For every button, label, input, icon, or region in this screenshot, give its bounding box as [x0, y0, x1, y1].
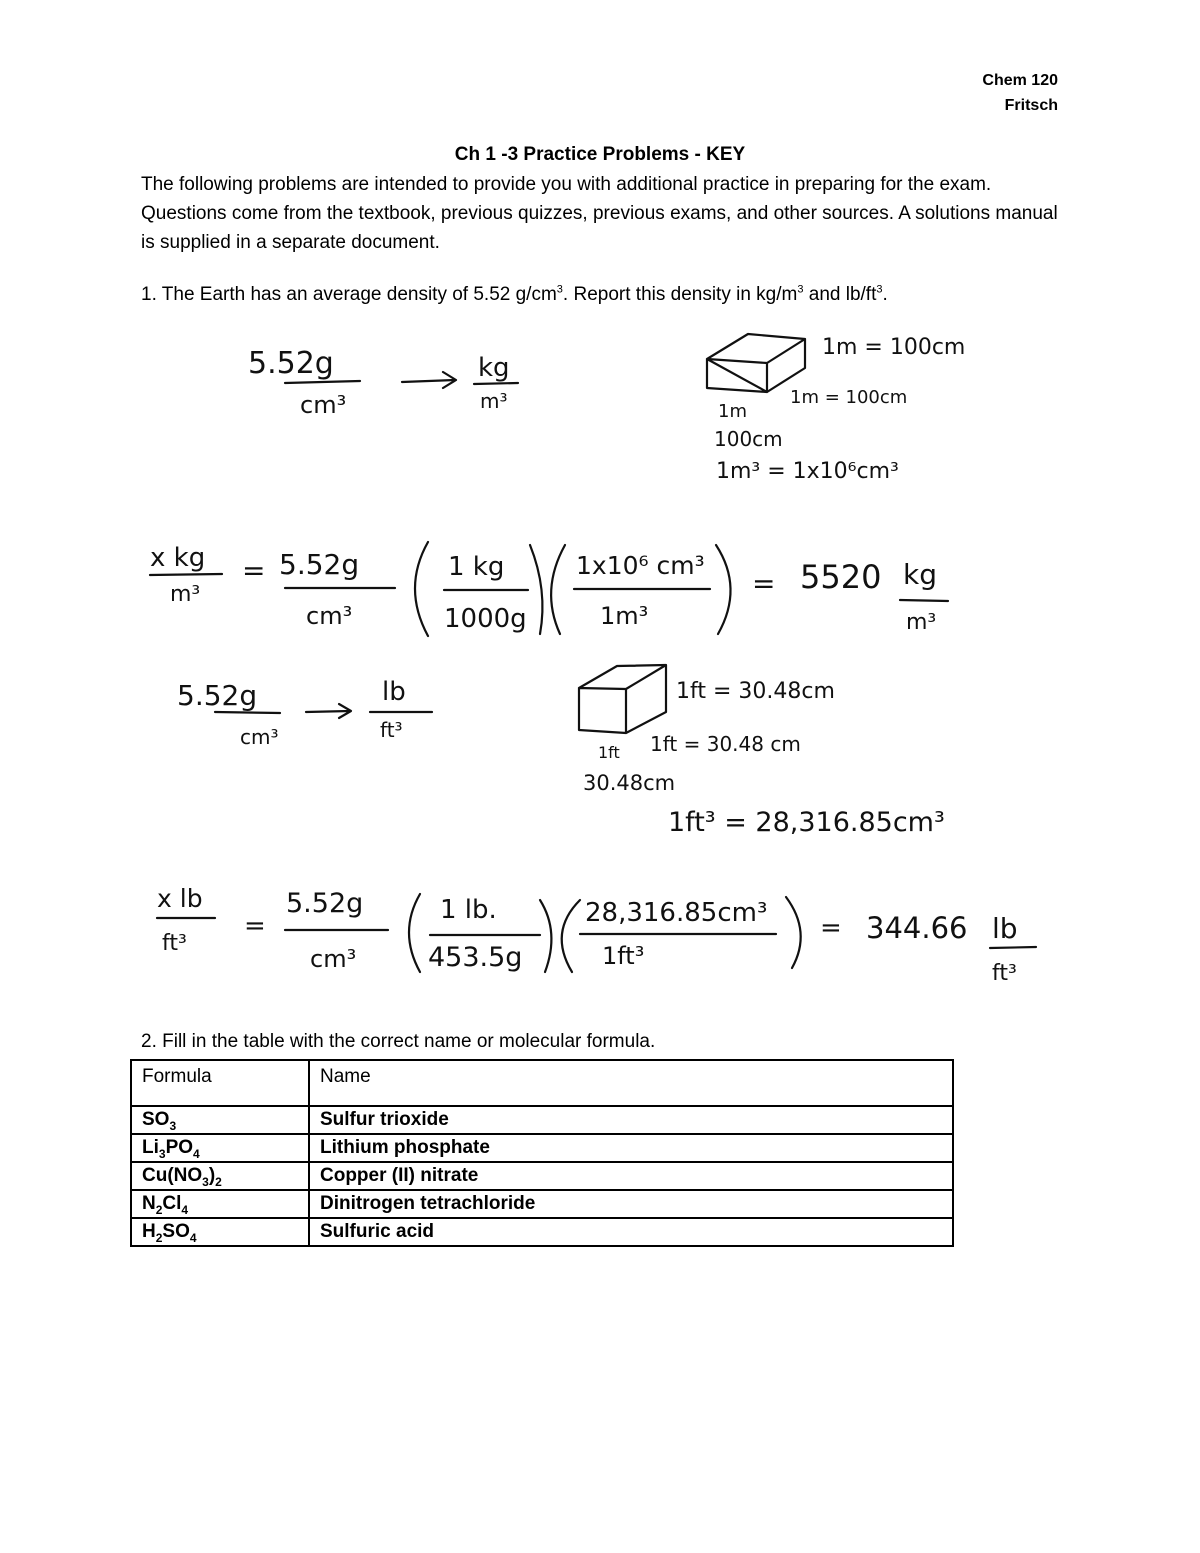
formula-cell: $H_2SO_4$: [131, 1218, 309, 1246]
eq1-numerator: 5.52g: [279, 548, 360, 581]
formula-cell: $SO_3$: [131, 1106, 309, 1134]
name-cell: Dinitrogen tetrachloride: [309, 1190, 953, 1218]
eq2-denominator: cm³: [310, 945, 357, 973]
eq1-lhs-denominator: m³: [170, 582, 201, 607]
table-row: [131, 1162, 953, 1190]
cube-2-top-label: 1ft = 30.48cm: [676, 679, 835, 704]
eq1-lhs-bar: [150, 574, 222, 575]
table-row: [131, 1190, 953, 1218]
q1-prefix: 1. The Earth has an average density of 5.52 g/cm: [141, 284, 557, 305]
eq2-factor1-numerator: 1 lb.: [440, 895, 497, 925]
name-cell: Sulfur trioxide: [309, 1106, 953, 1134]
eq1-equals: =: [242, 554, 266, 587]
cube-2-cm-label: 30.48cm: [583, 771, 676, 795]
eq1-answer: 5520: [800, 558, 882, 596]
eq2-paren-open: [409, 894, 420, 972]
formula-cell: $Li_3PO_4$: [131, 1134, 309, 1162]
eq2-equals-2: =: [820, 913, 842, 943]
a-denominator: cm³: [300, 391, 347, 419]
cube-2-right-label: 1ft = 30.48 cm: [650, 732, 801, 756]
a-target-denominator: m³: [480, 389, 508, 413]
eq1-factor1-numerator: 1 kg: [448, 552, 505, 582]
q1-exp-1: 3: [556, 283, 563, 296]
eq2-answer-denominator: ft³: [992, 961, 1017, 986]
eq1-factor2-numerator: 1x10⁶ cm³: [576, 551, 705, 580]
conversion-a-setup: [248, 346, 518, 419]
eq1-factor1-denominator: 1000g: [444, 604, 527, 634]
cube-2-drawing: [579, 665, 666, 733]
header-name: Name: [309, 1060, 953, 1106]
eq2-paren-mid: [540, 900, 580, 972]
eq1-answer-bar: [900, 600, 948, 601]
question-2: 2. Fill in the table with the correct name or molecular formula.: [141, 1031, 656, 1052]
conversion-b-setup: [177, 677, 432, 749]
formula-table: [130, 1059, 954, 1247]
equation-1: [150, 542, 948, 636]
name-cell: Lithium phosphate: [309, 1134, 953, 1162]
name-cell: Sulfuric acid: [309, 1218, 953, 1246]
q1-exp-2: 3: [797, 283, 804, 296]
table-row: [131, 1134, 953, 1162]
cube-2-result: 1ft³ = 28,316.85cm³: [668, 807, 945, 838]
instructor-name: Fritsch: [1004, 97, 1058, 114]
b-target-numerator: lb: [382, 677, 406, 707]
cube-2: [579, 665, 945, 838]
equation-2: [157, 884, 1036, 986]
b-target-denominator: ft³: [380, 718, 403, 742]
a-numerator: 5.52g: [248, 346, 334, 381]
a-target-bar: [474, 383, 518, 384]
eq2-answer: 344.66: [866, 911, 968, 945]
eq2-paren-close: [786, 897, 801, 968]
eq2-factor2-denominator: 1ft³: [602, 942, 645, 970]
eq2-lhs-numerator: x lb: [157, 884, 203, 913]
a-target-numerator: kg: [478, 353, 510, 383]
eq2-answer-numerator: lb: [992, 912, 1018, 945]
eq1-denominator: cm³: [306, 602, 353, 630]
b-numerator: 5.52g: [177, 679, 258, 712]
table-row: [131, 1218, 953, 1246]
table-header-row: [131, 1060, 953, 1106]
cube-1-bottom-label: 1m: [718, 401, 747, 422]
cube-2-bottom-label: 1ft: [598, 743, 620, 762]
course-label: Chem 120: [982, 72, 1058, 89]
cube-1: [707, 334, 965, 484]
q1-end: .: [882, 284, 888, 305]
eq1-equals-2: =: [752, 567, 776, 600]
eq1-answer-denominator: m³: [906, 610, 937, 635]
table-row: [131, 1106, 953, 1134]
q1-and: and lb/ft: [803, 284, 877, 305]
cube-1-drawing: [707, 334, 805, 392]
b-denominator: cm³: [240, 725, 279, 749]
name-cell: Copper (II) nitrate: [309, 1162, 953, 1190]
eq2-equals: =: [244, 911, 266, 941]
eq2-factor1-denominator: 453.5g: [428, 942, 523, 973]
a-arrow: [402, 372, 456, 388]
eq2-numerator: 5.52g: [286, 888, 364, 919]
formula-cell: $Cu(NO_3)_2$: [131, 1162, 309, 1190]
eq2-answer-bar: [990, 947, 1036, 948]
cube-1-top-label: 1m = 100cm: [822, 335, 966, 360]
a-fraction-bar: [285, 381, 360, 383]
q1-exp-3: 3: [876, 283, 883, 296]
cube-1-right-label: 1m = 100cm: [790, 387, 908, 408]
eq1-paren-close: [716, 545, 731, 634]
eq1-paren-open: [415, 542, 428, 636]
eq1-answer-numerator: kg: [903, 558, 937, 591]
b-fraction-bar: [215, 712, 280, 713]
formula-cell: $N_2Cl_4$: [131, 1190, 309, 1218]
page-title: Ch 1 -3 Practice Problems - KEY: [454, 144, 746, 165]
header-formula: Formula: [131, 1060, 309, 1106]
cube-1-cm-label: 100cm: [714, 427, 783, 451]
eq1-paren-mid: [530, 545, 565, 634]
cube-1-result: 1m³ = 1x10⁶cm³: [716, 459, 899, 484]
eq1-lhs-numerator: x kg: [150, 543, 206, 573]
q1-mid: . Report this density in kg/m: [562, 284, 798, 305]
b-arrow: [306, 704, 351, 718]
eq1-factor2-denominator: 1m³: [600, 602, 649, 630]
intro-paragraph: The following problems are intended to provide you with additional practice in preparing for the exam. Questions come from the textbook, previous quizzes, previous exams, and other sources. A solutions manual is supplied in a separate document.: [141, 174, 1058, 253]
eq2-factor2-numerator: 28,316.85cm³: [585, 898, 768, 928]
eq2-lhs-denominator: ft³: [162, 931, 187, 956]
